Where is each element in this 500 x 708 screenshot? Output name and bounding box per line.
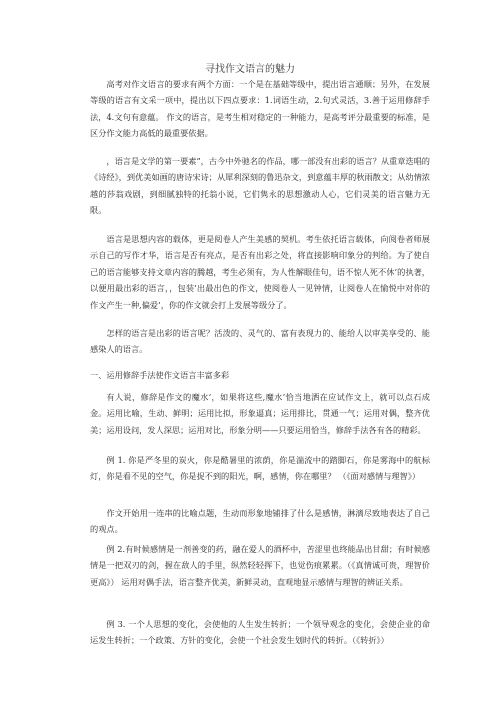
paragraph-literature-language: ，语言是文学的第一要素”，古今中外驰名的作品，哪一部没有出彩的语言？从重章迭唱的《诗经》，到优美如画的唐诗宋诗；从犀利深刻的鲁迅杂文，到意蕴丰厚的秋雨散文；从幼情浓越的莎翁戏剧，到细腻独特的托翁小说，它们隽永的思想激动人心，它们灵美的语言魅力无限。 <box>90 156 430 216</box>
example-2: 例 2.有时候感情是一剂善变的药，融在爱人的酒杯中，苦涩里也终能品出甘甜；有时候感情是一把双刃的剑，握在敌人的手里，纵然轻轻挥下，也觉伤痕累累。（《真情诚可贵，理智价更高》） 运用对偶手法，语言整齐优美，新鲜灵动，直观地显示感情与理智的辨证关系。 <box>90 544 430 587</box>
paragraph-what-is-good-language: 怎样的语言是出彩的语言呢？活泼的、灵气的、富有表现力的、能给人以审美享受的、能感染人的语言。 <box>90 328 430 355</box>
example-3: 例 3. 一个人思想的变化，会使他的人生发生转折；一个领导观念的变化，会使企业的命运发生转折；一个政策、方针的变化，会使一个社会发生划时代的转折。（《转折》） <box>90 619 430 646</box>
paragraph-language-carrier: 语言是思想内容的载体，更是阅卷人产生美感的契机。考生依托语言载体，向阅卷者师展示自己的写作才华，语言是否有亮点，是否有出彩之处，将直接影响印象分的判给。为了使自己的语言能够支持文章内容的腾越，考生必须有，为人性解眼佳句，语不惊人死不休’的执著，以便用最出彩的语言，，包装’出最出色的作文，使阅卷人一见钟情，让阅卷人在愉悦中对你的作文产生一种,偏爱’，你的作文就会打上发展等级分了。 <box>90 234 430 310</box>
example-1-comment: 作文开始用一连串的比喻点题，生动而形象地铺排了什么是感情，淋漓尽致地表达了自己的观点。 <box>90 508 430 535</box>
paragraph-exam-requirements: 高考对作文语言的要求有两个方面：一个是在基础等级中，提出语言通顺；另外，在发展等级的语言有文采一项中，提出以下四点要求：1.词语生动，2.句式灵活，3.善于运用修辞手法，4.文句有意蕴。 作文的语言，是考生相对稳定的一种能力，是高考评分最重要的标准，是区分作文能力高低的最重要依据。 <box>90 79 430 139</box>
example-1: 例 1. 你是严冬里的炭火，你是酷暑里的浓荫，你是湍流中的踏脚石，你是雾海中的航标灯，你是看不见的空气，你是捉不到的阳光，啊，感情，你在哪里？ （《面对感情与理智》） <box>90 455 430 482</box>
paragraph-rhetoric-magic: 有人说，修辞是作文的魔水’，如果将这些,魔水’恰当地洒在应试作文上，就可以点石成金。运用比喻，生动、鲜明；运用比拟，形象逼真；运用排比，贯通一气；运用对偶，整齐优美；运用设问，发人深思；运用对比，形象分明——只要运用恰当，修辞手法各有各的精彩。 <box>90 392 430 435</box>
section-heading-rhetoric: 一、运用修辞手法使作文语言丰富多彩 <box>90 370 230 380</box>
document-title: 寻找作文语言的魅力 <box>205 64 295 75</box>
